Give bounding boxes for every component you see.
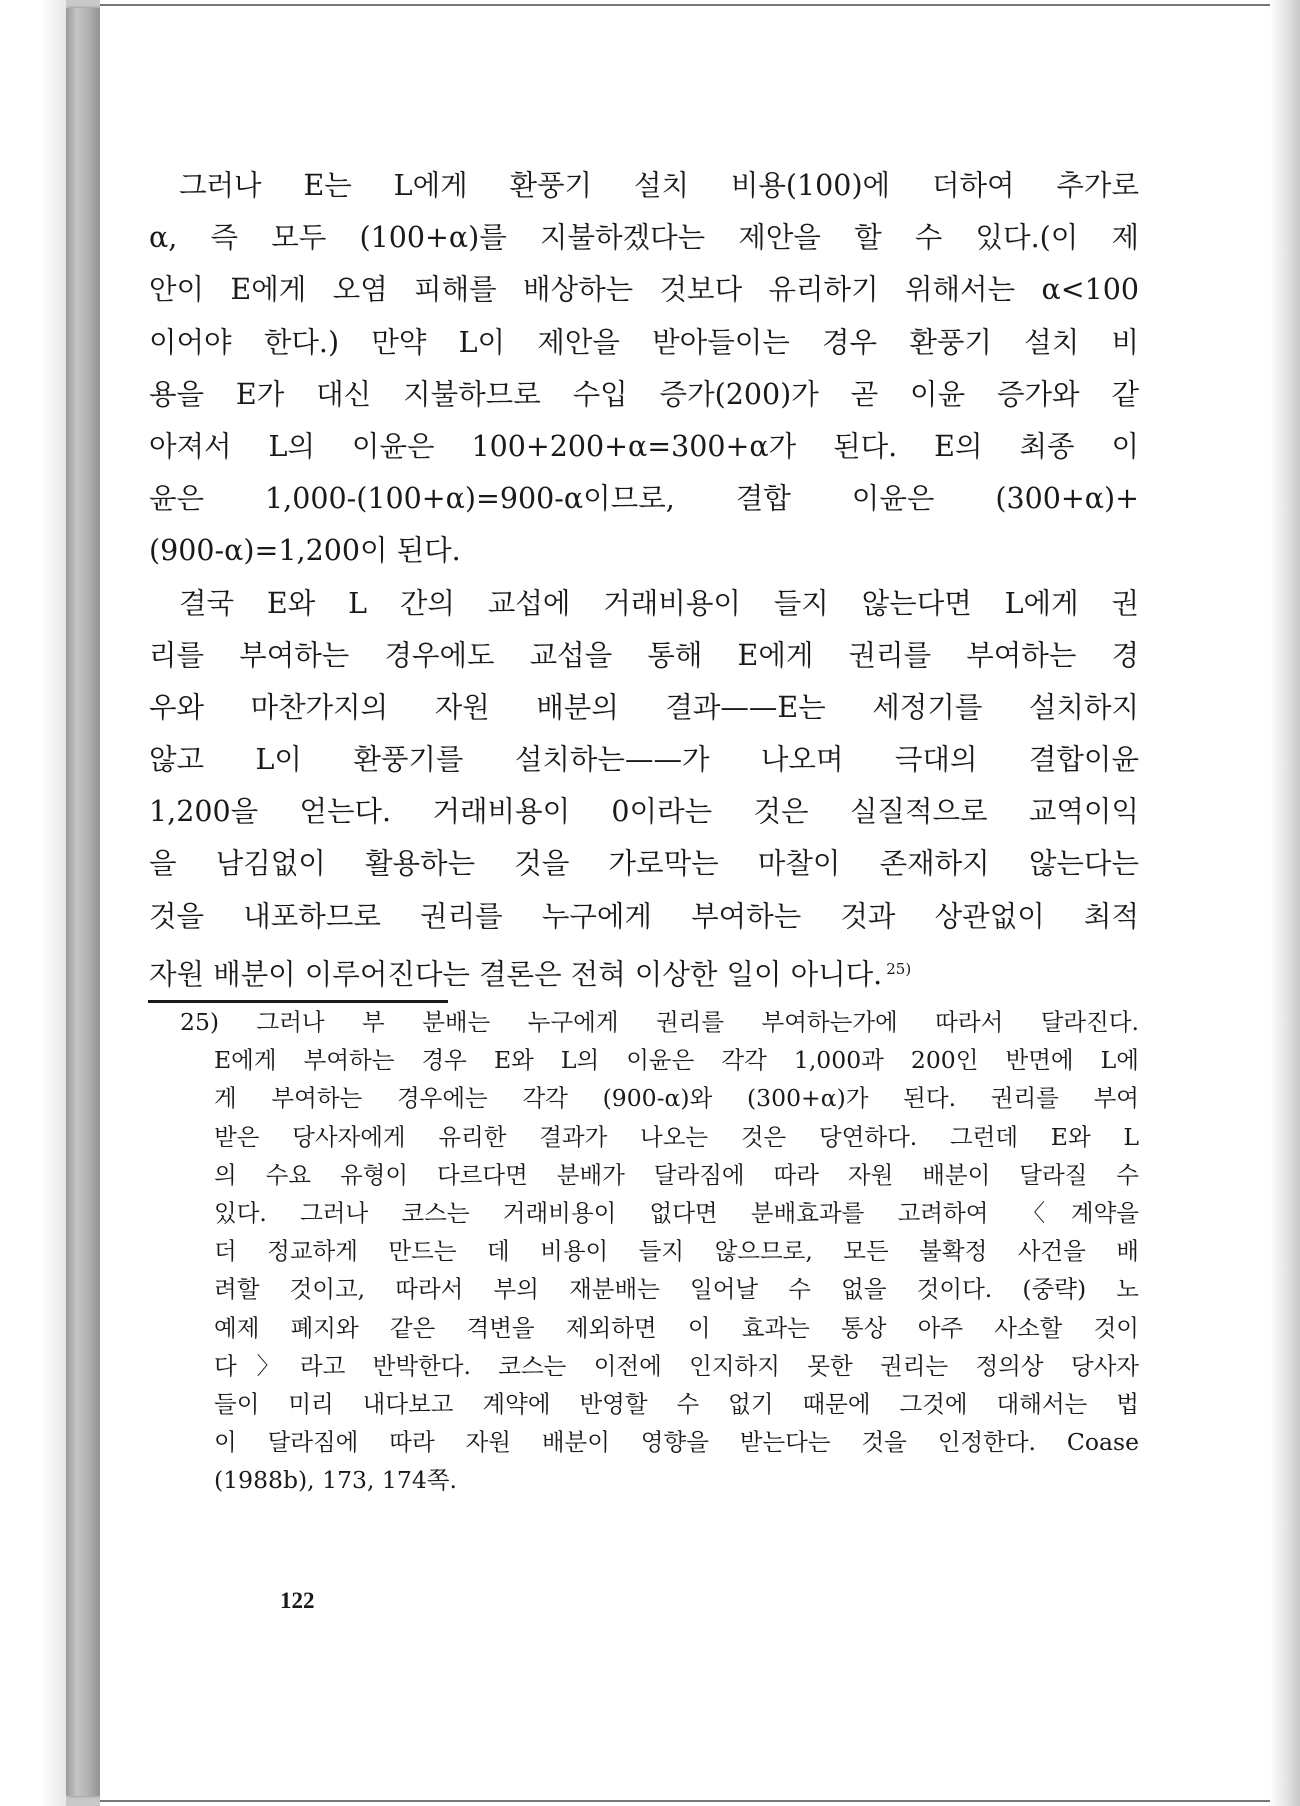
body-line: 용을 E가 대신 지불하므로 수입 증가(200)가 곧 이윤 증가와 같 (149, 377, 1139, 411)
footnote-line: 예제 폐지와 같은 격변을 제외하면 이 효과는 통상 아주 사소할 것이 (214, 1313, 1139, 1342)
footnote-line: 25) 그러나 부 분배는 누구에게 권리를 부여하는가에 따라서 달라진다. (180, 1008, 1139, 1036)
body-line: 것을 내포하므로 권리를 누구에게 부여하는 것과 상관없이 최적 (149, 899, 1139, 933)
body-line: α, 즉 모두 (100+α)를 지불하겠다는 제안을 할 수 있다.(이 제 (149, 221, 1139, 255)
page-stack-edge-shadow (0, 0, 66, 1806)
body-line: 안이 E에게 오염 피해를 배상하는 것보다 유리하기 위해서는 α<100 (149, 273, 1139, 307)
footnote-reference[interactable]: 25) (886, 959, 912, 978)
footnote-line: E에게 부여하는 경우 E와 L의 이윤은 각각 1,000과 200인 반면에 L에 (214, 1046, 1139, 1075)
footnote-line: 더 정교하게 만드는 데 비용이 들지 않으므로, 모든 불확정 사건을 배 (214, 1237, 1139, 1266)
body-line-last (149, 943, 1139, 995)
footnote-line: (1988b), 173, 174쪽. (214, 1466, 457, 1495)
body-line: 아져서 L의 이윤은 100+200+α=300+α가 된다. E의 최종 이 (149, 429, 1139, 463)
footnote-line: 려할 것이고, 따라서 부의 재분배는 일어날 수 없을 것이다. (중략) 노 (214, 1275, 1139, 1304)
footnote-line: 들이 미리 내다보고 계약에 반영할 수 없기 때문에 그것에 대해서는 법 (214, 1389, 1139, 1418)
footnote-line: 의 수요 유형이 다르다면 분배가 달라짐에 따라 자원 배분이 달라질 수 (214, 1160, 1139, 1189)
body-line: 리를 부여하는 경우에도 교섭을 통해 E에게 권리를 부여하는 경 (149, 638, 1139, 672)
page-number: 122 (280, 1588, 315, 1613)
body-line: 결국 E와 L 간의 교섭에 거래비용이 들지 않는다면 L에게 권 (179, 586, 1139, 620)
footnote-line: 게 부여하는 경우에는 각각 (900-α)와 (300+α)가 된다. 권리를 부여 (214, 1084, 1139, 1113)
footnote-line: 다〉라고 반박한다. 코스는 이전에 인지하지 못한 권리는 정의상 당사자 (214, 1351, 1139, 1380)
body-line: 자원 배분이 이루어진다는 결론은 전혀 이상한 일이 아니다. (149, 957, 883, 991)
body-line: 윤은 1,000-(100+α)=900-α이므로, 결합 이윤은 (300+α)+ (149, 482, 1139, 516)
body-text (149, 160, 1139, 995)
body-line: 우와 마찬가지의 자원 배분의 결과——E는 세정기를 설치하지 (149, 690, 1139, 724)
body-line: (900-α)=1,200이 된다. (149, 534, 461, 568)
footnote-line: 있다. 그러나 코스는 거래비용이 없다면 분배효과를 고려하여 〈계약을 (214, 1198, 1139, 1227)
body-line: 않고 L이 환풍기를 설치하는——가 나오며 극대의 결합이윤 (149, 743, 1139, 777)
body-line: 이어야 한다.) 만약 L이 제안을 받아들이는 경우 환풍기 설치 비 (149, 325, 1139, 359)
footnote-line: 받은 당사자에게 유리한 결과가 나오는 것은 당연하다. 그런데 E와 L (214, 1122, 1139, 1151)
footnote (180, 1003, 1139, 1499)
body-line: 1,200을 얻는다. 거래비용이 0이라는 것은 실질적으로 교역이익 (149, 795, 1139, 829)
page-stack-edge (66, 8, 102, 1796)
book-page-stack (0, 0, 100, 1806)
footnote-line: 이 달라짐에 따라 자원 배분이 영향을 받는다는 것을 인정한다. Coase (214, 1428, 1139, 1457)
page-right-shadow (1270, 0, 1300, 1806)
body-line: 을 남김없이 활용하는 것을 가로막는 마찰이 존재하지 않는다는 (149, 847, 1139, 881)
body-line: 그러나 E는 L에게 환풍기 설치 비용(100)에 더하여 추가로 (179, 169, 1139, 202)
